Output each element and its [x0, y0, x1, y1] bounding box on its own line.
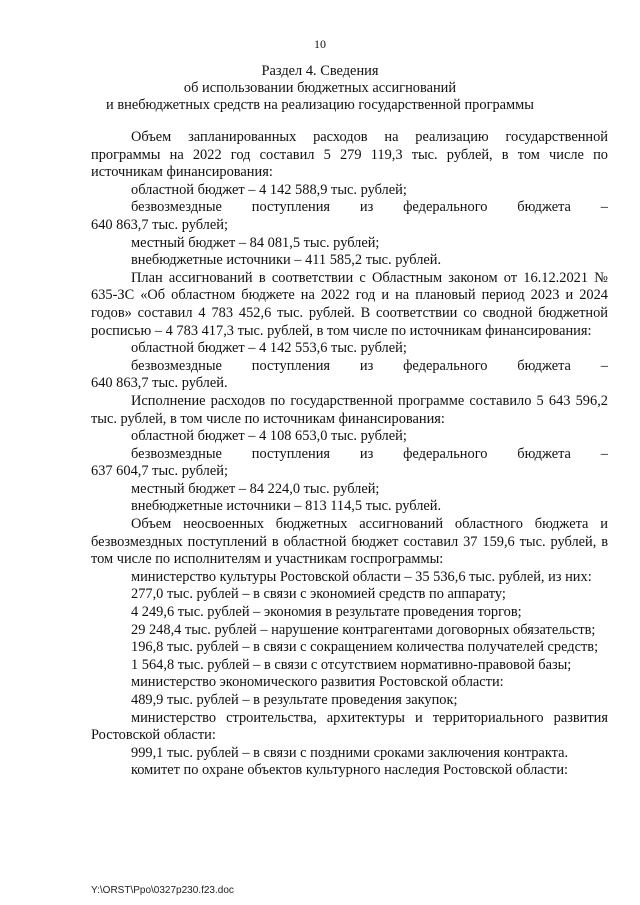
list-item: 196,8 тыс. рублей – в связи с сокращением количества получателей средств; — [131, 639, 599, 656]
paragraph-execution: Исполнение расходов по государственной программе составило 5 643 596,2 тыс. рублей, в том числе по источникам финансирования: — [91, 392, 608, 427]
list-item: 29 248,4 тыс. рублей – нарушение контрагентами договорных обязательств; — [131, 621, 596, 638]
paragraph-planned-expenses: Объем запланированных расходов на реализацию государственной программы на 2022 год составил 5 279 119,3 тыс. рублей, в том числе по источникам финансирования: — [91, 129, 608, 181]
list-item-federal-amount: 640 863,7 тыс. рублей; — [91, 216, 228, 233]
list-item: областной бюджет – 4 108 653,0 тыс. рублей; — [131, 428, 407, 445]
list-item-federal-line: безвозмездные поступления из федерального бюджета – — [131, 445, 608, 462]
list-item: внебюджетные источники – 411 585,2 тыс. рублей. — [131, 252, 442, 269]
list-item-federal-line: безвозмездные поступления из федерального бюджета – — [131, 357, 608, 374]
list-item: 489,9 тыс. рублей – в результате проведения закупок; — [131, 692, 458, 708]
list-item: областной бюджет – 4 142 553,6 тыс. рублей; — [131, 340, 407, 357]
heading-line-3: и внебюджетных средств на реализацию государственной программы — [106, 97, 534, 113]
list-item: областной бюджет – 4 142 588,9 тыс. рублей; — [131, 181, 407, 198]
list-item: 999,1 тыс. рублей – в связи с поздними сроками заключения контракта. — [131, 744, 569, 761]
heading-line-1: Раздел 4. Сведения — [261, 63, 379, 79]
list-item: местный бюджет – 84 224,0 тыс. рублей; — [131, 480, 380, 497]
heading-line-2: об использовании бюджетных ассигнований — [183, 80, 457, 96]
list-item: внебюджетные источники – 813 114,5 тыс. рублей. — [131, 498, 442, 515]
list-item-federal-amount: 637 604,7 тыс. рублей; — [91, 463, 228, 480]
list-item: 4 249,6 тыс. рублей – экономия в результате проведения торгов; — [131, 604, 522, 621]
list-item-federal-line: безвозмездные поступления из федерального бюджета – — [131, 199, 608, 216]
page-number: 10 — [314, 37, 326, 51]
section-heading — [0, 63, 640, 114]
list-item-executor: министерство культуры Ростовской области – 35 536,6 тыс. рублей, из них: — [131, 568, 592, 585]
file-path-footer: Y:\ORST\Ppo\0327p230.f23.doc — [91, 885, 234, 896]
list-item-executor: министерство экономического развития Ростовской области: — [131, 674, 504, 691]
paragraph-unused-allocations: Объем неосвоенных бюджетных ассигнований областного бюджета и безвозмездных поступлений в областной бюджет составил 37 159,6 тыс. рублей, в том числе по исполнителям и участникам госпрограммы: — [91, 516, 608, 568]
list-item-federal-amount: 640 863,7 тыс. рублей. — [91, 375, 228, 392]
document-body — [91, 129, 608, 780]
list-item-executor: министерство строительства, архитектуры и территориального развития Ростовской области: — [91, 709, 608, 744]
paragraph-allocation-plan: План ассигнований в соответствии с Областным законом от 16.12.2021 № 635-ЗС «Об областном бюджете на 2022 год и на плановый период 2023 и 2024 годов» составил 4 783 452,6 тыс. рублей. В соответствии со сводной бюджетной росписью – 4 783 417,3 тыс. рублей, в том числе по источникам финансирования: — [91, 269, 608, 339]
list-item-executor: комитет по охране объектов культурного наследия Ростовской области: — [131, 762, 569, 779]
list-item: 1 564,8 тыс. рублей – в связи с отсутствием нормативно-правовой базы; — [131, 656, 572, 673]
list-item: местный бюджет – 84 081,5 тыс. рублей; — [131, 234, 380, 251]
list-item: 277,0 тыс. рублей – в связи с экономией средств по аппарату; — [131, 586, 506, 603]
